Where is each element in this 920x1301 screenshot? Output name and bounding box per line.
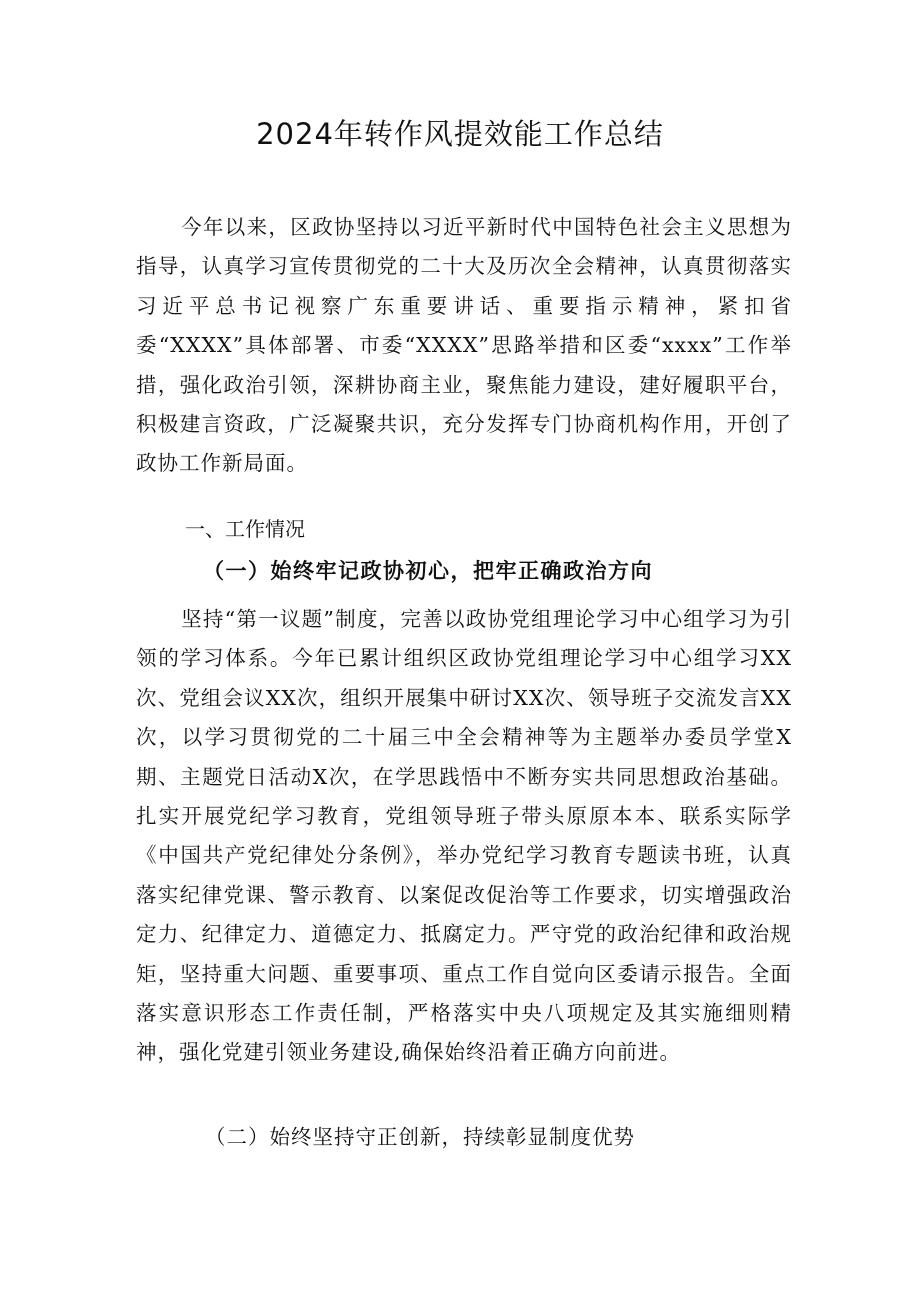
subsection-2-heading: （二）始终坚持守正创新，持续彰显制度优势 — [205, 1125, 635, 1149]
document-title: 2024年转作风提效能工作总结 — [256, 117, 664, 151]
intro-paragraph: 今年以来，区政协坚持以习近平新时代中国特色社会主义思想为指导，认真学习宣传贯彻党的二十大及历次全会精神，认真贯彻落实习近平总书记视察广东重要讲话、重要指示精神，紧扣省委“XXXX”具体部署、市委“XXXX”思路举措和区委“xxxx”工作举措，强化政治引领，深耕协商主业，聚焦能力建设，建好履职平台，积极建言资政，广泛凝聚共识，充分发挥专门协商机构作用，开创了政协工作新局面。 — [136, 215, 792, 476]
subsection-1-heading: （一）始终牢记政协初心，把牢正确政治方向 — [203, 558, 653, 583]
section-heading: 一、工作情况 — [185, 517, 305, 541]
subsection-1-paragraph: 坚持“第一议题”制度，完善以政协党组理论学习中心组学习为引领的学习体系。今年已累计组织区政协党组理论学习中心组学习XX次、党组会议XX次，组织开展集中研讨XX次、领导班子交流发言XX次，以学习贯彻党的二十届三中全会精神等为主题举办委员学堂X期、主题党日活动X次，在学思践悟中不断夯实共同思想政治基础。扎实开展党纪学习教育，党组领导班子带头原原本本、联系实际学《中国共产党纪律处分条例》，举办党纪学习教育专题读书班，认真落实纪律党课、警示教育、以案促改促治等工作要求，切实增强政治定力、纪律定力、道德定力、抵腐定力。严守党的政治纪律和政治规矩，坚持重大问题、重要事项、重点工作自觉向区委请示报告。全面落实意识形态工作责任制，严格落实中央八项规定及其实施细则精神，强化党建引领业务建设,确保始终沿着正确方向前进。 — [136, 607, 792, 1065]
